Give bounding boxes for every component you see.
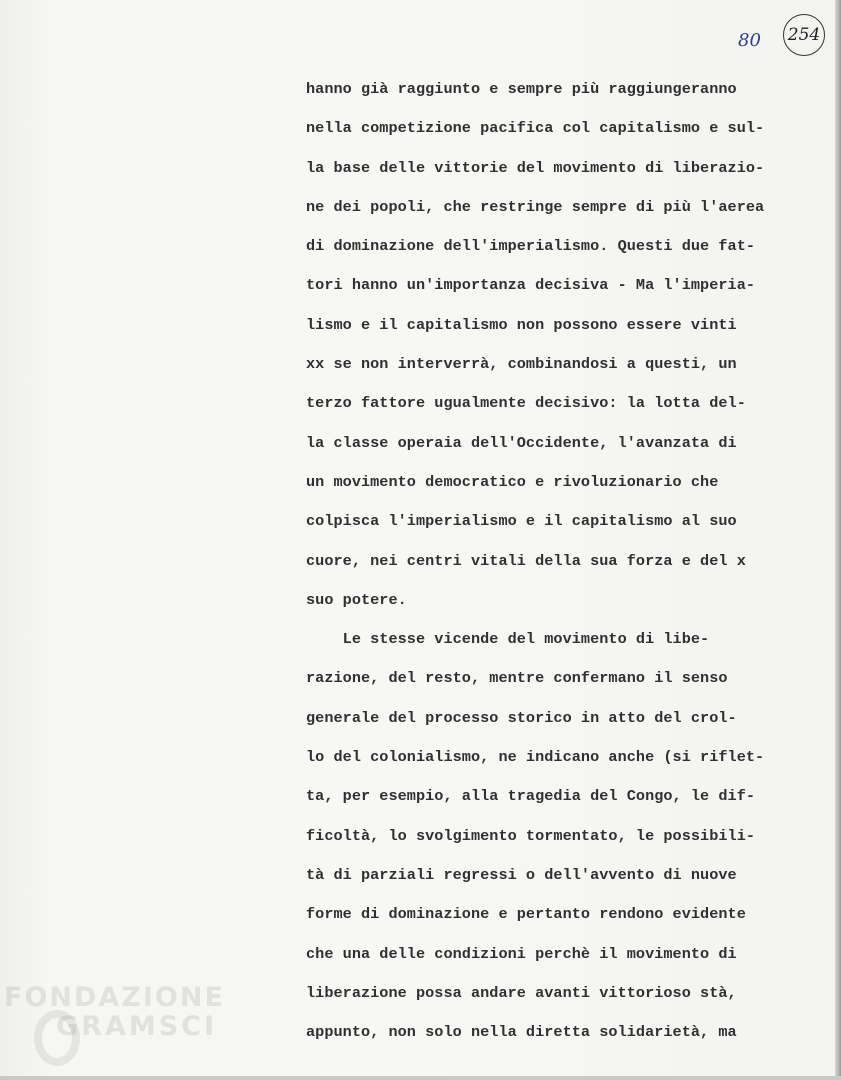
- text-line: ficoltà, lo svolgimento tormentato, le possibili-: [306, 826, 756, 845]
- text-line: che una delle condizioni perchè il movimento di: [306, 944, 737, 963]
- text-line: ta, per esempio, alla tragedia del Congo, le dif-: [306, 787, 756, 806]
- text-line: colpisca l'imperialismo e il capitalismo al suo: [306, 512, 737, 531]
- text-line: forme di dominazione e pertanto rendono evidente: [306, 905, 746, 924]
- text-line: liberazione possa andare avanti vittorioso stà,: [306, 983, 737, 1002]
- watermark-line-2: GRAMSCI: [56, 1011, 218, 1042]
- text-line: appunto, non solo nella diretta solidarietà, ma: [306, 1023, 737, 1042]
- text-line: suo potere.: [306, 590, 407, 609]
- page-edge-right: [835, 0, 841, 1080]
- text-line: di dominazione dell'imperialismo. Questi due fat-: [306, 237, 756, 256]
- text-line: tà di parziali regressi o dell'avvento di nuove: [306, 865, 737, 884]
- page-edge-bottom: [0, 1076, 841, 1080]
- text-line: la base delle vittorie del movimento di liberazio-: [306, 158, 765, 177]
- text-line: razione, del resto, mentre confermano il senso: [306, 669, 728, 688]
- watermark: [4, 984, 225, 1040]
- paragraph-1: [306, 76, 806, 626]
- text-line: lo del colonialismo, ne indicano anche (si riflet-: [306, 748, 765, 767]
- text-line: un movimento democratico e rivoluzionario che: [306, 472, 719, 491]
- paragraph-2: [306, 626, 806, 1058]
- text-line: terzo fattore ugualmente decisivo: la lotta del-: [306, 394, 746, 413]
- text-line: hanno già raggiunto e sempre più raggiungeranno: [306, 80, 737, 98]
- text-line: xx se non interverrà, combinandosi a questi, un: [306, 355, 737, 374]
- text-line: la classe operaia dell'Occidente, l'avanzata di: [306, 433, 737, 452]
- typewritten-text: [306, 76, 806, 1058]
- page-stamp: 254: [783, 14, 825, 56]
- text-line: nella competizione pacifica col capitalismo e sul-: [306, 119, 765, 138]
- text-line: tori hanno un'importanza decisiva - Ma l'imperia-: [306, 276, 756, 295]
- text-line: Le stesse vicende del movimento di libe-: [306, 630, 710, 649]
- text-line: generale del processo storico in atto del crol-: [306, 708, 737, 727]
- watermark-line-1: FONDAZIONE: [4, 982, 225, 1013]
- text-line: ne dei popoli, che restringe sempre di più l'aerea: [306, 197, 765, 216]
- text-line: cuore, nei centri vitali della sua forza e del x: [306, 551, 746, 570]
- folio-number: 80: [738, 30, 761, 51]
- text-line: lismo e il capitalismo non possono essere vinti: [306, 315, 737, 334]
